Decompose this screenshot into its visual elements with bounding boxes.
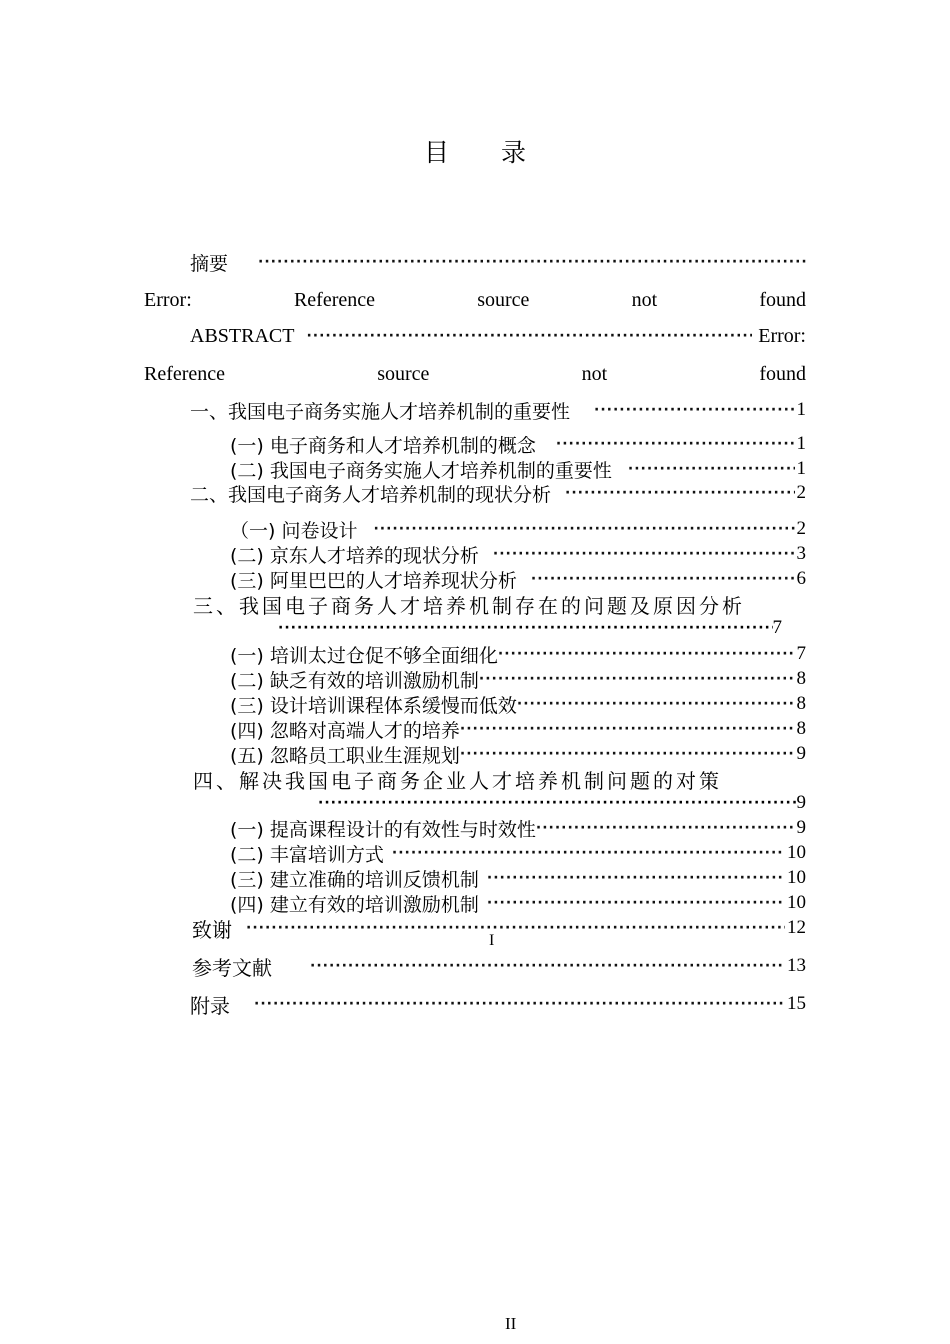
toc-page-number: 13 [787, 955, 806, 976]
toc-label: (五) 忽略员工职业生涯规划 [230, 744, 460, 766]
toc-entry-section-4-3[interactable] [230, 866, 806, 890]
toc-leader-dots [594, 402, 794, 418]
error-reference-line [144, 361, 806, 387]
toc-page-number: 9 [796, 743, 806, 764]
toc-label: (一) 电子商务和人才培养机制的概念 [230, 434, 536, 456]
toc-leader-dots [487, 895, 785, 911]
toc-page-number: 1 [796, 433, 806, 454]
toc-page-number: 1 [796, 458, 806, 479]
toc-page-number: 8 [796, 693, 806, 714]
toc-entry-section-3-1[interactable] [230, 642, 806, 666]
toc-leader-dots [479, 671, 795, 687]
toc-label: (四) 忽略对高端人才的培养 [230, 719, 460, 741]
toc-leader-dots [536, 820, 795, 836]
error-word: found [759, 288, 806, 311]
toc-leader-dots [493, 546, 795, 562]
toc-leader-dots [487, 870, 785, 886]
error-word: Error: [144, 288, 192, 311]
toc-entry-section-2-1[interactable] [230, 517, 806, 541]
toc-page-number: 15 [787, 993, 806, 1014]
toc-page-number: 9 [796, 793, 806, 813]
toc-entry-section-2-2[interactable] [230, 542, 806, 566]
toc-page-number: 1 [796, 399, 806, 420]
toc-entry-section-4-1[interactable] [230, 816, 806, 840]
toc-page-number: 6 [796, 568, 806, 589]
page-title: 目 录 [424, 138, 548, 167]
error-word: not [631, 288, 658, 311]
toc-label: ABSTRACT [190, 324, 295, 347]
toc-page-number: 2 [796, 482, 806, 503]
toc-label: 附录 [190, 993, 230, 1016]
toc-page-number: 2 [796, 518, 806, 539]
toc-label: (二) 京东人才培养的现状分析 [230, 544, 479, 566]
toc-leader-dots [306, 328, 752, 344]
toc-page-number: 10 [787, 867, 806, 888]
toc-page-number: 10 [787, 892, 806, 913]
toc-label: 参考文献 [192, 955, 272, 978]
toc-leader-dots [517, 696, 795, 712]
toc-entry-section-3-4[interactable] [230, 717, 806, 741]
toc-page-number: 12 [787, 917, 806, 938]
toc-entry-section-3[interactable] [193, 592, 806, 616]
toc-page-number: 9 [796, 817, 806, 838]
page-number-inner: I [489, 932, 495, 949]
toc-page-number: 8 [796, 718, 806, 739]
toc-entry-references[interactable] [192, 954, 806, 978]
toc-entry-section-2[interactable] [190, 481, 806, 505]
error-word: source [477, 288, 530, 311]
error-word: Reference [144, 362, 226, 385]
toc-entry-section-3-3[interactable] [230, 692, 806, 716]
toc-label: (一) 培训太过仓促不够全面细化 [230, 644, 498, 666]
toc-leader-dots [278, 620, 773, 636]
toc-leader-dots [373, 521, 794, 537]
toc-entry-thanks[interactable] [192, 916, 806, 940]
toc-leader-dots [628, 461, 795, 477]
toc-entry-section-1-2[interactable] [230, 457, 806, 481]
toc-leader-dots [246, 920, 785, 936]
toc-entry-section-1[interactable] [190, 398, 806, 422]
toc-leader-dots [498, 646, 795, 662]
toc-page-number: 7 [796, 643, 806, 664]
toc-label: 三、我国电子商务人才培养机制存在的问题及原因分析 [193, 593, 745, 616]
toc-entry-section-1-1[interactable] [230, 432, 806, 456]
toc-entry-section-3-5[interactable] [230, 742, 806, 766]
page-footer-number: II [505, 1314, 517, 1333]
toc-entry-section-3-2[interactable] [230, 667, 806, 691]
toc-label: (三) 阿里巴巴的人才培养现状分析 [230, 569, 517, 591]
toc-leader-dots [565, 485, 794, 501]
toc-page-number: 7 [772, 618, 782, 638]
toc-entry-section-2-3[interactable] [230, 567, 806, 591]
toc-entry-abstract-cn[interactable] [190, 250, 806, 274]
error-reference-line [144, 287, 806, 313]
error-word: found [759, 362, 806, 385]
toc-leader-dots [460, 746, 795, 762]
toc-label: (二) 我国电子商务实施人才培养机制的重要性 [230, 459, 612, 481]
toc-page-number: 10 [787, 842, 806, 863]
toc-leader-dots [310, 958, 785, 974]
toc-label: 一、我国电子商务实施人才培养机制的重要性 [190, 400, 571, 422]
toc-leader-dots [392, 845, 785, 861]
toc-page-number: 3 [796, 543, 806, 564]
toc-label: 摘要 [190, 252, 229, 274]
toc-label: (二) 丰富培训方式 [230, 843, 384, 865]
toc-leader-dots [531, 571, 795, 587]
error-word: not [581, 362, 608, 385]
toc-entry-section-4-4[interactable] [230, 891, 806, 915]
toc-entry-appendix[interactable] [190, 992, 806, 1016]
toc-entry-abstract-en[interactable] [190, 324, 806, 348]
toc-label: 致谢 [192, 917, 232, 940]
toc-label: (四) 建立有效的培训激励机制 [230, 893, 479, 915]
toc-page-number: 8 [796, 668, 806, 689]
toc-label: (二) 缺乏有效的培训激励机制 [230, 669, 479, 691]
toc-leader-dots [556, 436, 795, 452]
toc-leader-dots [318, 795, 797, 811]
toc-label: (三) 设计培训课程体系缓慢而低效 [230, 694, 517, 716]
toc-label: 二、我国电子商务人才培养机制的现状分析 [190, 483, 552, 505]
toc-entry-section-4[interactable] [193, 767, 806, 791]
error-word: source [377, 362, 430, 385]
toc-leader-dots [460, 721, 795, 737]
toc-entry-section-3-leader[interactable] [278, 618, 782, 638]
toc-entry-section-4-leader[interactable] [318, 793, 806, 813]
error-word: Error: [758, 324, 806, 347]
toc-leader-dots [258, 254, 806, 270]
toc-leader-dots [254, 996, 785, 1012]
toc-entry-section-4-2[interactable] [230, 841, 806, 865]
error-word: Reference [293, 288, 375, 311]
toc-label: （一) 问卷设计 [230, 519, 358, 541]
toc-label: (一) 提高课程设计的有效性与时效性 [230, 818, 536, 840]
toc-label: (三) 建立准确的培训反馈机制 [230, 868, 479, 890]
toc-label: 四、解决我国电子商务企业人才培养机制问题的对策 [193, 768, 722, 791]
